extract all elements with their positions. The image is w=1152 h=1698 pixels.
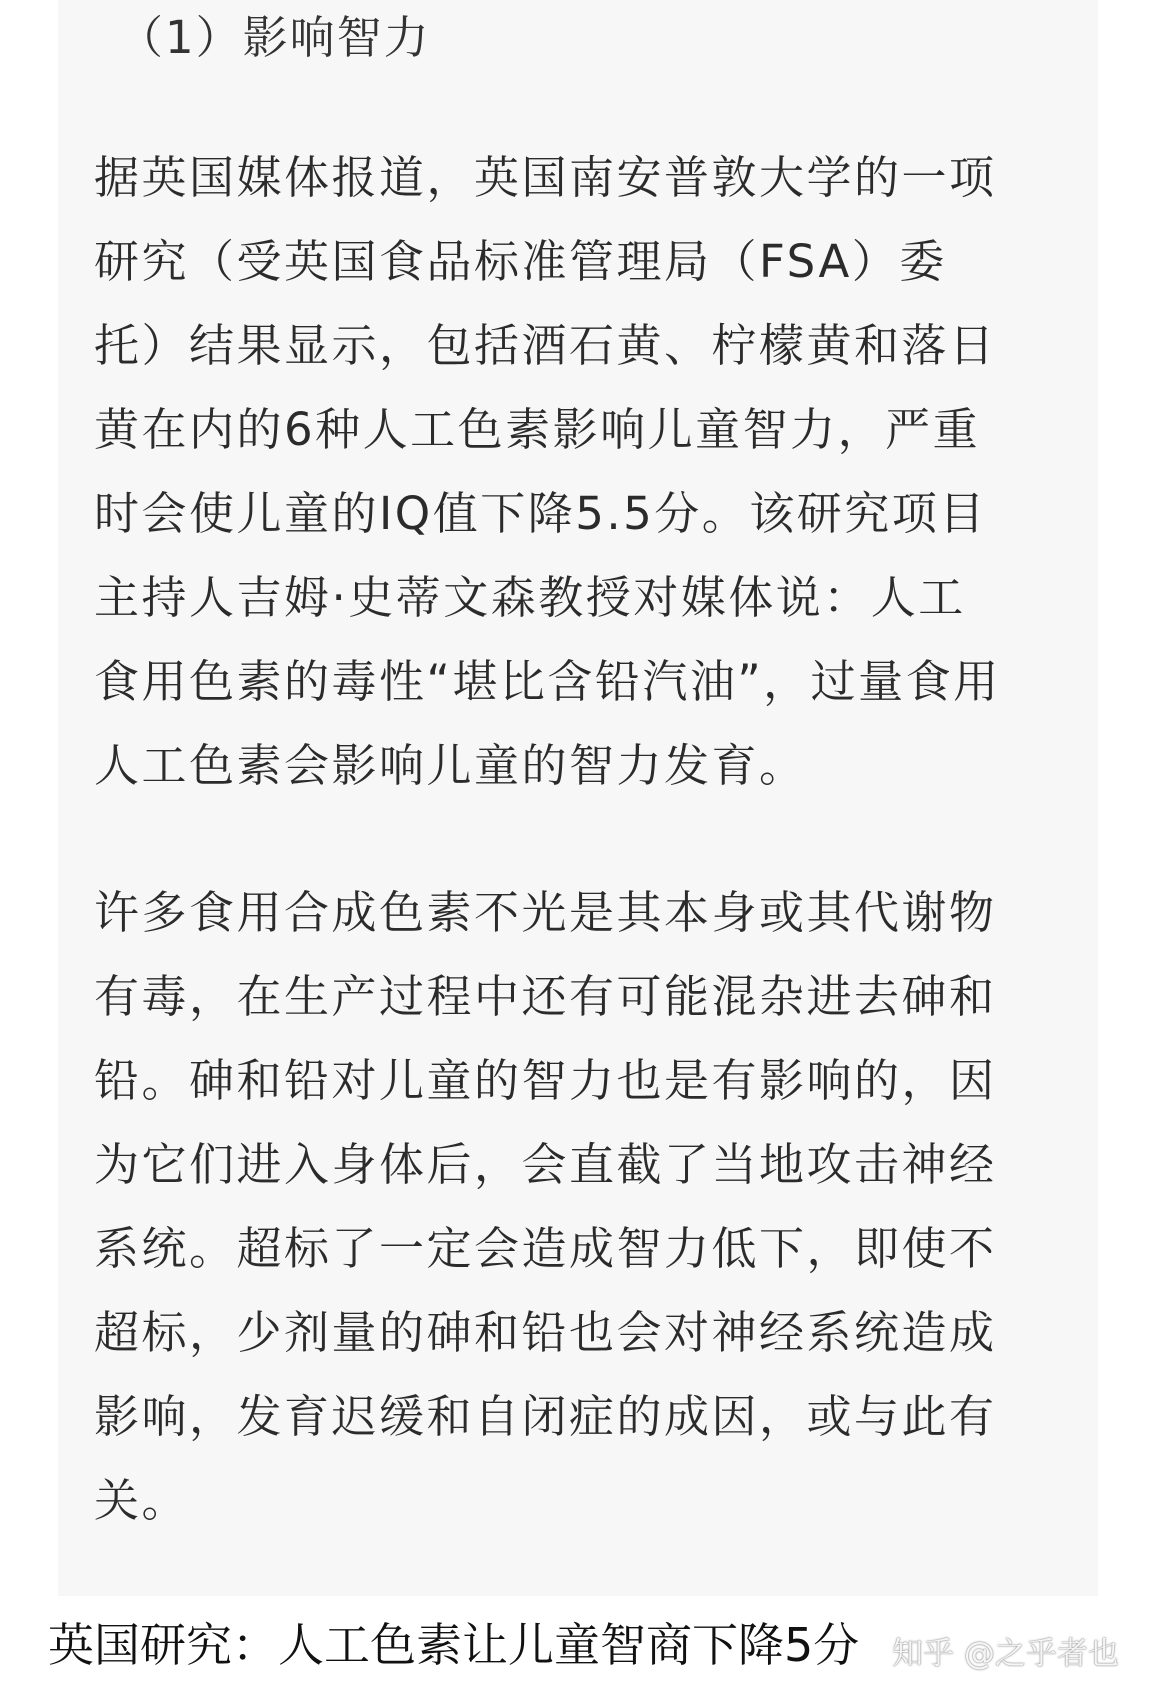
text-line: 黄在内的6种人工色素影响儿童智力，严重 (94, 403, 981, 456)
text-line: 为它们进入身体后，会直截了当地攻击神经 (94, 1138, 997, 1191)
text-line: 人工色素会影响儿童的智力发育。 (94, 739, 807, 792)
text-line: 影响，发育迟缓和自闭症的成因，或与此有 (94, 1390, 997, 1443)
text-line: 据英国媒体报道，英国南安普敦大学的一项 (94, 151, 997, 204)
text-line: 关。 (94, 1474, 190, 1527)
section-heading: （1）影响智力 (118, 11, 431, 64)
text-line: 许多食用合成色素不光是其本身或其代谢物 (94, 886, 997, 939)
text-line: 主持人吉姆·史蒂文森教授对媒体说：人工 (94, 571, 966, 624)
text-line: 系统。超标了一定会造成智力低下，即使不 (94, 1222, 997, 1275)
text-line: 超标，少剂量的砷和铅也会对神经系统造成 (94, 1306, 997, 1359)
text-line: 时会使儿童的IQ值下降5.5分。该研究项目 (94, 487, 987, 540)
text-line: 食用色素的毒性“堪比含铅汽油”，过量食用 (94, 655, 1001, 708)
text-line: 有毒，在生产过程中还有可能混杂进去砷和 (94, 970, 997, 1023)
text-line: 铅。砷和铅对儿童的智力也是有影响的，因 (94, 1054, 997, 1107)
paragraph-2 (94, 871, 1074, 1543)
text-line: 研究（受英国食品标准管理局（FSA）委 (94, 235, 947, 288)
text-line: 托）结果显示，包括酒石黄、柠檬黄和落日 (94, 319, 997, 372)
paragraph-1 (94, 136, 1074, 808)
zhihu-watermark: 知乎 @之乎者也 (892, 1636, 1119, 1672)
image-caption: 英国研究：人工色素让儿童智商下降5分 (48, 1618, 860, 1672)
